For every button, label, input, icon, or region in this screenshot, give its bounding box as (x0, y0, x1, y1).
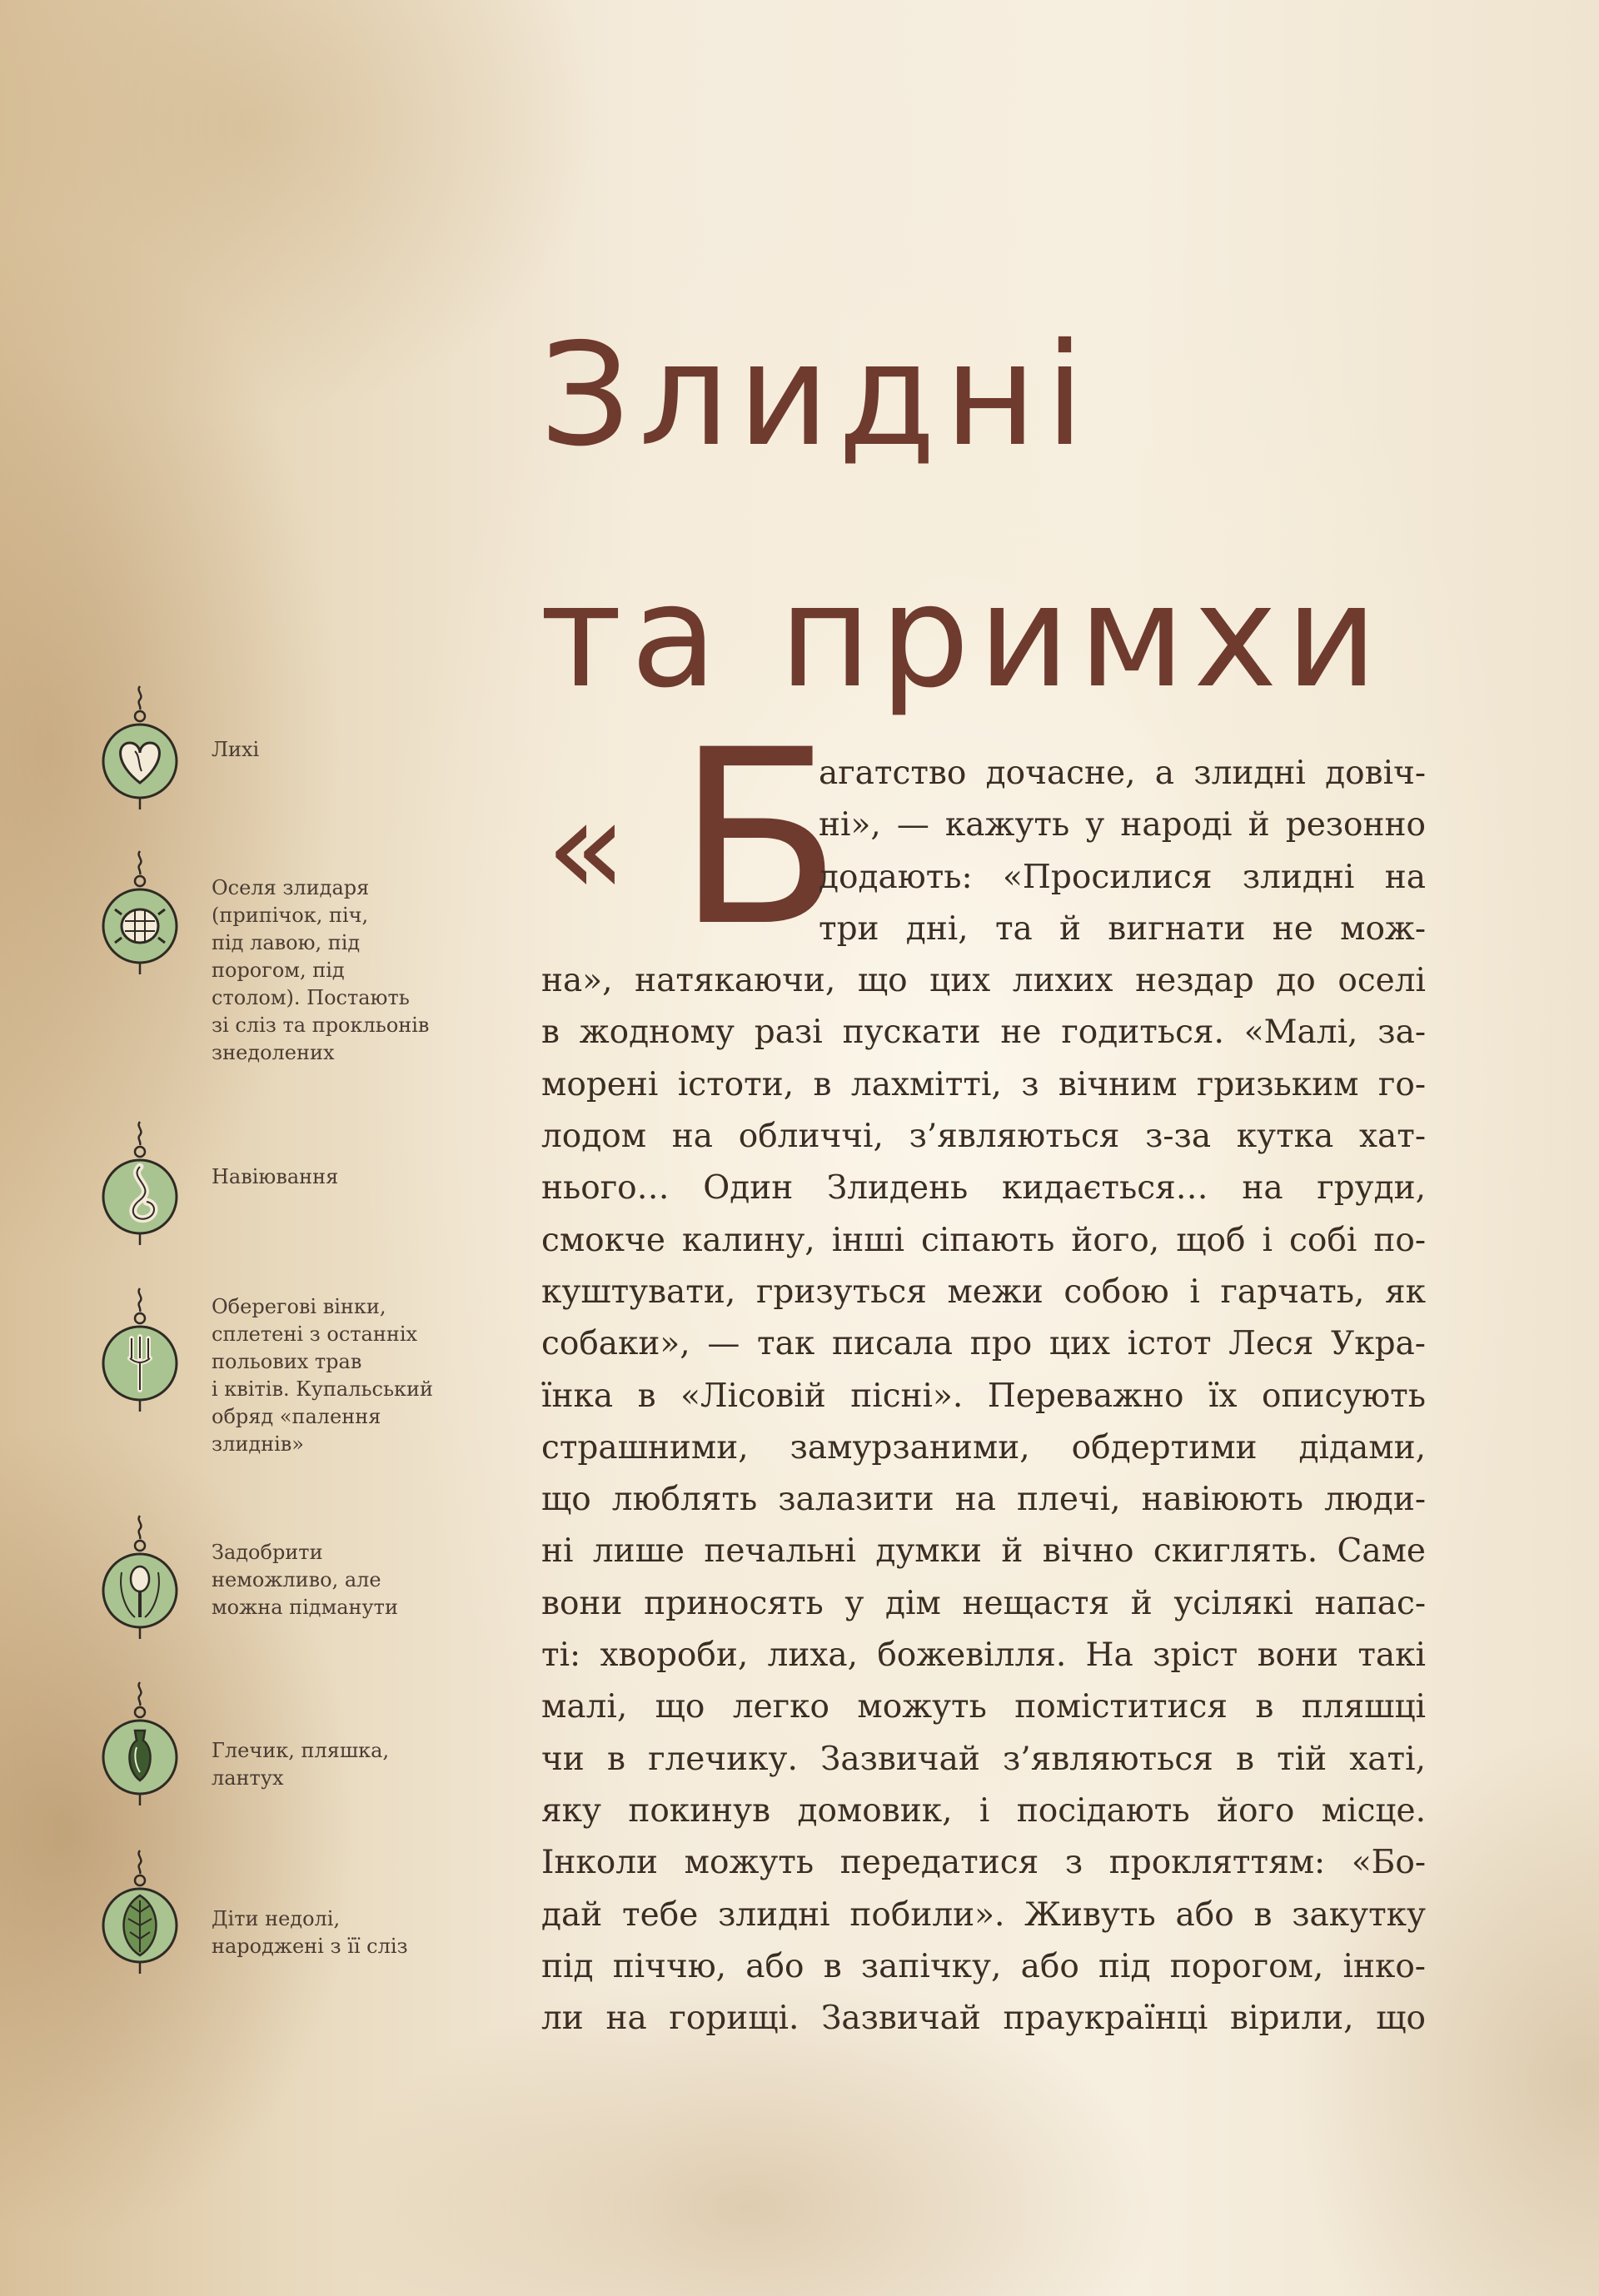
body-line: під піччю, або в запічку, або під порогом, інко- (541, 1947, 1426, 1985)
sidebar-line: столом). Постають (212, 986, 410, 1009)
sidebar-line: Діти недолі, (212, 1907, 341, 1930)
page-title (540, 275, 1456, 758)
sidebar-item-inducing (98, 1120, 490, 1262)
article-body (541, 748, 1426, 2044)
body-line: морені істоти, в лахмітті, з вічним гризьким го- (541, 1065, 1426, 1103)
sidebar-line: народжені з її сліз (212, 1935, 408, 1958)
sidebar-line: можна підманути (212, 1596, 398, 1619)
body-line: агатство дочасне, а злидні довіч- (819, 755, 1426, 792)
sidebar-line: (припічок, піч, (212, 904, 369, 927)
body-line: страшними, замурзаними, обдертими дідами, (541, 1428, 1426, 1467)
body-line: три дні, та й вигнати не мож- (819, 909, 1426, 948)
body-line: в жодному разі пускати не годиться. «Малі, за- (541, 1014, 1426, 1052)
sidebar-line: неможливо, але (212, 1568, 381, 1591)
sidebar-line: і квітів. Купальський (212, 1377, 434, 1401)
sidebar-item-wreaths (98, 1287, 490, 1456)
body-line: на», натякаючи, що цих лихих нездар до оселі (541, 962, 1426, 1000)
sidebar-line: Оселя злидаря (212, 876, 370, 899)
body-line: ні», — кажуть у народі й резонно (819, 806, 1426, 844)
sidebar-text (212, 1737, 478, 1792)
sidebar-item-children (98, 1849, 490, 1990)
body-line: яку покинув домовик, і посідають його місце. (541, 1791, 1426, 1830)
body-line: їнка в «Лісовій пісні». Переважно їх описують (541, 1377, 1426, 1415)
body-line: ні лише печальні думки й вічно скиглять. Саме (541, 1532, 1426, 1571)
spoon-pendant-icon (98, 1514, 182, 1656)
title-line-2: та примхи (540, 555, 1387, 720)
sidebar-line: лантух (212, 1766, 284, 1790)
swirl-pendant-icon (98, 1120, 182, 1262)
sidebar-line: зі сліз та прокльонів (212, 1014, 430, 1037)
sidebar-item-dwelling (98, 849, 490, 1064)
sidebar-line: обряд «палення (212, 1405, 381, 1428)
sidebar-line: Навіювання (212, 1165, 339, 1188)
body-line: Інколи можуть передатися з прокляттям: «Бо- (541, 1844, 1426, 1882)
sidebar-text (212, 1293, 478, 1458)
fork-pendant-icon (98, 1287, 182, 1428)
body-line: собаки», — так писала про цих істот Леся Укра- (541, 1325, 1426, 1363)
body-line: вони приносять у дім нещастя й усілякі напас- (541, 1584, 1426, 1622)
body-line: дай тебе злидні побили». Живуть або в закутку (541, 1895, 1426, 1934)
body-line: ли на горищі. Зазвичай праукраїнці вірили, що (541, 2000, 1426, 2038)
sidebar-text (212, 736, 478, 764)
sidebar-text (212, 1905, 478, 1960)
drop-cap-quote: « (545, 769, 627, 925)
sidebar-text (212, 1539, 478, 1621)
body-line: смокче калину, інші сіпають його, щоб і собі по- (541, 1221, 1426, 1259)
sidebar-item-evil (98, 685, 490, 826)
body-line: нього… Один Злидень кидається… на груди, (541, 1169, 1426, 1208)
body-line: що люблять залазити на плечі, навіюють люди- (541, 1481, 1426, 1519)
sidebar-line: Задобрити (212, 1541, 323, 1564)
sidebar-text (212, 1163, 478, 1191)
heart-pendant-icon (98, 685, 182, 826)
sidebar-item-appease (98, 1514, 490, 1656)
sidebar-line: Лихі (212, 738, 260, 761)
sidebar-line: порогом, під (212, 959, 345, 982)
drop-cap-letter: Б (676, 699, 842, 979)
sidebar-line: польових трав (212, 1350, 362, 1373)
sidebar-line: сплетені з останніх (212, 1322, 418, 1346)
body-line: додають: «Просилися злидні на (819, 858, 1426, 896)
leaf-pendant-icon (98, 1849, 182, 1990)
sidebar-line: злиднів» (212, 1432, 304, 1456)
body-line: куштувати, гризуться межи собою і гарчать, як (541, 1273, 1426, 1311)
title-line-1: Злидні (540, 313, 1093, 478)
sidebar-line: під лавою, під (212, 931, 361, 954)
body-line: лодом на обличчі, з’являються з-за кутка хат- (541, 1118, 1426, 1156)
sidebar-item-jug (98, 1681, 490, 1822)
sidebar-line: Оберегові вінки, (212, 1295, 386, 1318)
sidebar-line: знедолених (212, 1041, 335, 1064)
sidebar-text (212, 874, 478, 1067)
jug-pendant-icon (98, 1681, 182, 1822)
sidebar-line: Глечик, пляшка, (212, 1739, 390, 1762)
body-line: чи в глечику. Зазвичай з’являються в тій хаті, (541, 1740, 1426, 1778)
body-line: малі, що легко можуть поміститися в пляшці (541, 1688, 1426, 1726)
turtle-pendant-icon (98, 849, 182, 991)
body-line: ті: хвороби, лиха, божевілля. На зріст вони такі (541, 1636, 1426, 1675)
